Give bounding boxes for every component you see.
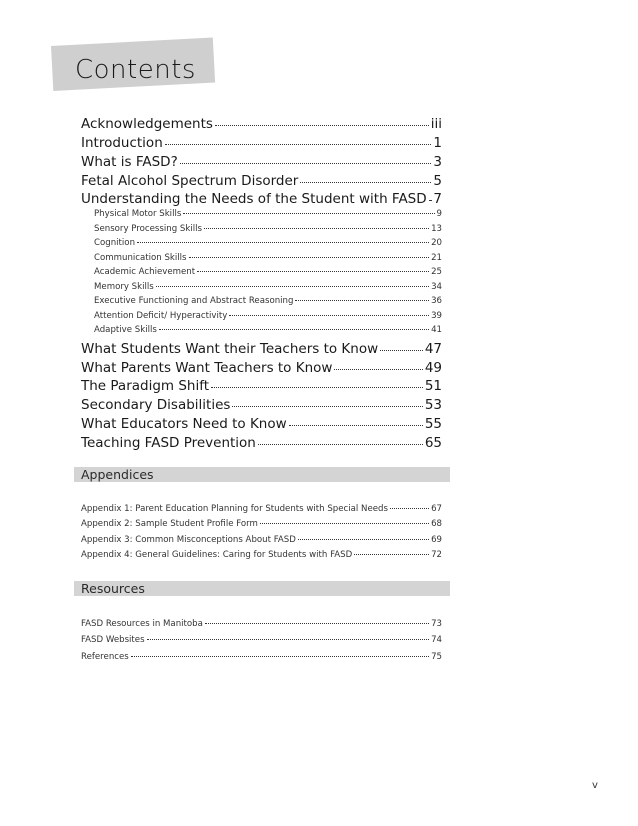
toc-subentry[interactable]: Cognition 20 — [94, 238, 442, 248]
toc-entry[interactable]: Teaching FASD Prevention 65 — [81, 435, 442, 451]
toc-subentry[interactable]: Sensory Processing Skills 13 — [94, 224, 442, 234]
toc-subentry[interactable]: Adaptive Skills 41 — [94, 325, 442, 335]
toc-entry[interactable]: Acknowledgements iii — [81, 116, 442, 132]
toc-resource[interactable]: FASD Resources in Manitoba 73 — [81, 619, 442, 629]
toc-subentry[interactable]: Academic Achievement 25 — [94, 267, 442, 277]
toc-subentry[interactable]: Executive Functioning and Abstract Reasoning 36 — [94, 296, 442, 306]
toc-entry[interactable]: What Educators Need to Know 55 — [81, 416, 442, 432]
toc-entry[interactable]: What Students Want their Teachers to Know 47 — [81, 341, 442, 357]
toc-entry[interactable]: What Parents Want Teachers to Know 49 — [81, 360, 442, 376]
toc-entry[interactable]: Secondary Disabilities 53 — [81, 397, 442, 413]
appendices-heading: Appendices — [81, 467, 154, 482]
toc-entry[interactable]: What is FASD? 3 — [81, 154, 442, 170]
toc-entry[interactable]: Fetal Alcohol Spectrum Disorder 5 — [81, 173, 442, 189]
toc-subentry[interactable]: Attention Deficit/ Hyperactivity 39 — [94, 311, 442, 321]
toc-subentry[interactable]: Physical Motor Skills 9 — [94, 209, 442, 219]
page-title: Contents — [75, 55, 196, 85]
toc-subentry[interactable]: Communication Skills 21 — [94, 253, 442, 263]
toc-resource[interactable]: References 75 — [81, 652, 442, 662]
toc-resource[interactable]: FASD Websites 74 — [81, 635, 442, 645]
toc-entry[interactable]: Understanding the Needs of the Student with FASD 7 — [81, 191, 442, 207]
toc-subentry[interactable]: Memory Skills 34 — [94, 282, 442, 292]
toc-appendix[interactable]: Appendix 2: Sample Student Profile Form 68 — [81, 519, 442, 529]
toc-entry[interactable]: The Paradigm Shift 51 — [81, 378, 442, 394]
toc-appendix[interactable]: Appendix 4: General Guidelines: Caring for Students with FASD 72 — [81, 550, 442, 560]
toc-appendix[interactable]: Appendix 1: Parent Education Planning for Students with Special Needs 67 — [81, 504, 442, 514]
page-number: v — [592, 780, 598, 791]
toc-appendix[interactable]: Appendix 3: Common Misconceptions About FASD 69 — [81, 535, 442, 545]
resources-heading: Resources — [81, 581, 145, 596]
toc-entry[interactable]: Introduction 1 — [81, 135, 442, 151]
